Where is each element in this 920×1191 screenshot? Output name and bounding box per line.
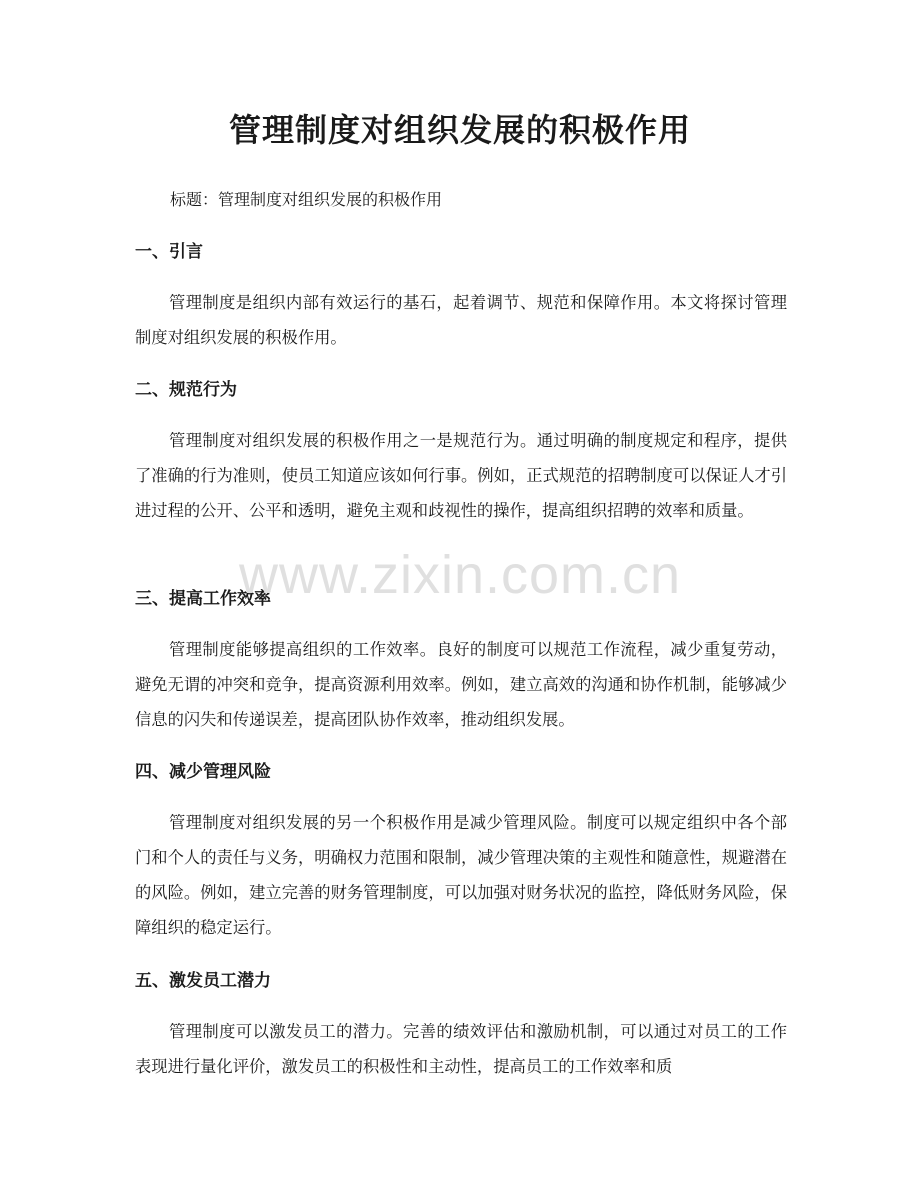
document-title: 管理制度对组织发展的积极作用: [228, 111, 691, 149]
section-heading-reduce-risk: 四、减少管理风险: [135, 762, 271, 782]
watermark-text: www.zixin.com.cn: [238, 545, 682, 605]
section-heading-efficiency: 三、提高工作效率: [135, 589, 271, 609]
document-subtitle: 标题：管理制度对组织发展的积极作用: [170, 190, 443, 209]
section-paragraph-efficiency: 管理制度能够提高组织的工作效率。良好的制度可以规范工作流程，减少重复劳动，避免无谓的冲突和竞争，提高资源利用效率。例如，建立高效的沟通和协作机制，能够减少信息的闪失和传递误差，提高团队协作效率，推动组织发展。: [135, 640, 787, 729]
section-heading-employee-potential: 五、激发员工潜力: [135, 971, 271, 991]
section-paragraph-reduce-risk: 管理制度对组织发展的另一个积极作用是减少管理风险。制度可以规定组织中各个部门和个人的责任与义务，明确权力范围和限制，减少管理决策的主观性和随意性，规避潜在的风险。例如，建立完善的财务管理制度，可以加强对财务状况的监控，降低财务风险，保障组织的稳定运行。: [135, 813, 787, 937]
section-paragraph-regulate-behavior: 管理制度对组织发展的积极作用之一是规范行为。通过明确的制度规定和程序，提供了准确的行为准则，使员工知道应该如何行事。例如，正式规范的招聘制度可以保证人才引进过程的公开、公平和透明，避免主观和歧视性的操作，提高组织招聘的效率和质量。: [135, 431, 787, 520]
section-heading-regulate-behavior: 二、规范行为: [135, 380, 237, 400]
section-paragraph-intro: 管理制度是组织内部有效运行的基石，起着调节、规范和保障作用。本文将探讨管理制度对组织发展的积极作用。: [135, 293, 787, 347]
section-paragraph-employee-potential: 管理制度可以激发员工的潜力。完善的绩效评估和激励机制，可以通过对员工的工作表现进行量化评价，激发员工的积极性和主动性，提高员工的工作效率和质: [135, 1022, 787, 1076]
section-heading-intro: 一、引言: [135, 242, 203, 262]
